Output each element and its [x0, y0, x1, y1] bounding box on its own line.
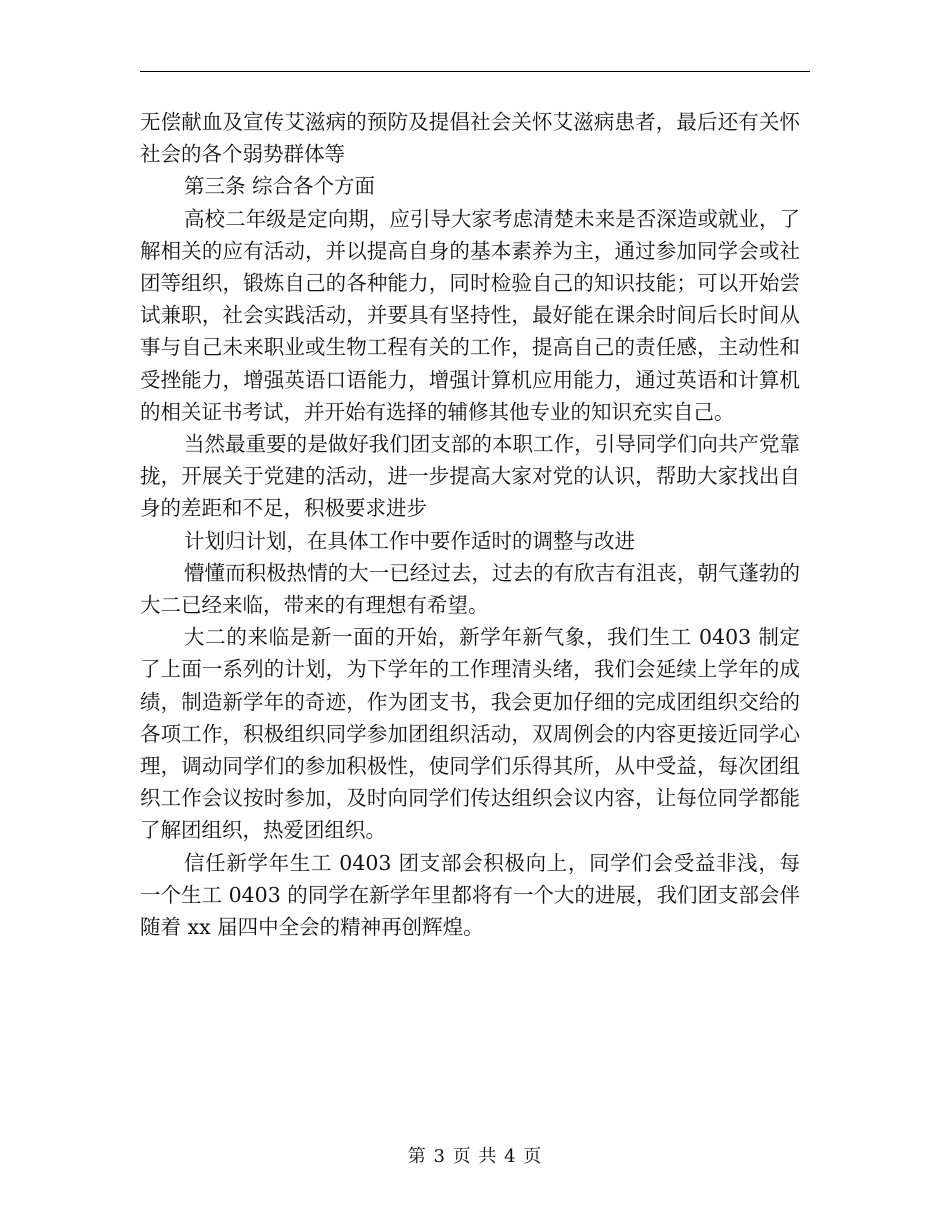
document-body: [140, 106, 800, 943]
paragraph: 信任新学年生工 0403 团支部会积极向上，同学们会受益非浅，每一个生工 0403 的同学在新学年里都将有一个大的进展，我们团支部会伴随着 xx 届四中全会的精神再创辉煌。: [140, 850, 800, 940]
paragraph: 懵懂而积极热情的大一已经过去，过去的有欣吉有沮丧，朝气蓬勃的大二已经来临，带来的有理想有希望。: [140, 560, 800, 618]
paragraph: 计划归计划，在具体工作中要作适时的调整与改进: [184, 528, 635, 553]
section-heading: 第三条 综合各个方面: [184, 174, 376, 199]
paragraph: 大二的来临是新一面的开始，新学年新气象，我们生工 0403 制定了上面一系列的计划，为下学年的工作理清头绪，我们会延续上学年的成绩，制造新学年的奇迹，作为团支书，我会更加仔细的完成团组织交给的各项工作，积极组织同学参加团组织活动，双周例会的内容更接近同学心理，调动同学们的参加积极性，使同学们乐得其所，从中受益，每次团组织工作会议按时参加，及时向同学们传达组织会议内容，让每位同学都能了解团组织，热爱团组织。: [140, 625, 800, 843]
paragraph-continuation: 无偿献血及宣传艾滋病的预防及提倡社会关怀艾滋病患者，最后还有关怀社会的各个弱势群体等: [140, 110, 800, 167]
header-rule: [140, 71, 810, 72]
page-number: 第 3 页 共 4 页: [407, 1146, 543, 1167]
paragraph: 当然最重要的是做好我们团支部的本职工作，引导同学们向共产党靠拢，开展关于党建的活动，进一步提高大家对党的认识，帮助大家找出自身的差距和不足，积极要求进步: [140, 432, 800, 521]
paragraph: 高校二年级是定向期，应引导大家考虑清楚未来是否深造或就业，了解相关的应有活动，并以提高自身的基本素养为主，通过参加同学会或社团等组织，锻炼自己的各种能力，同时检验自己的知识技能；可以开始尝试兼职，社会实践活动，并要具有坚持性，最好能在课余时间后长时间从事与自己未来职业或生物工程有关的工作，提高自己的责任感，主动性和受挫能力，增强英语口语能力，增强计算机应用能力，通过英语和计算机的相关证书考试，并开始有选择的辅修其他专业的知识充实自己。: [140, 206, 800, 424]
page-footer: [0, 1145, 950, 1169]
